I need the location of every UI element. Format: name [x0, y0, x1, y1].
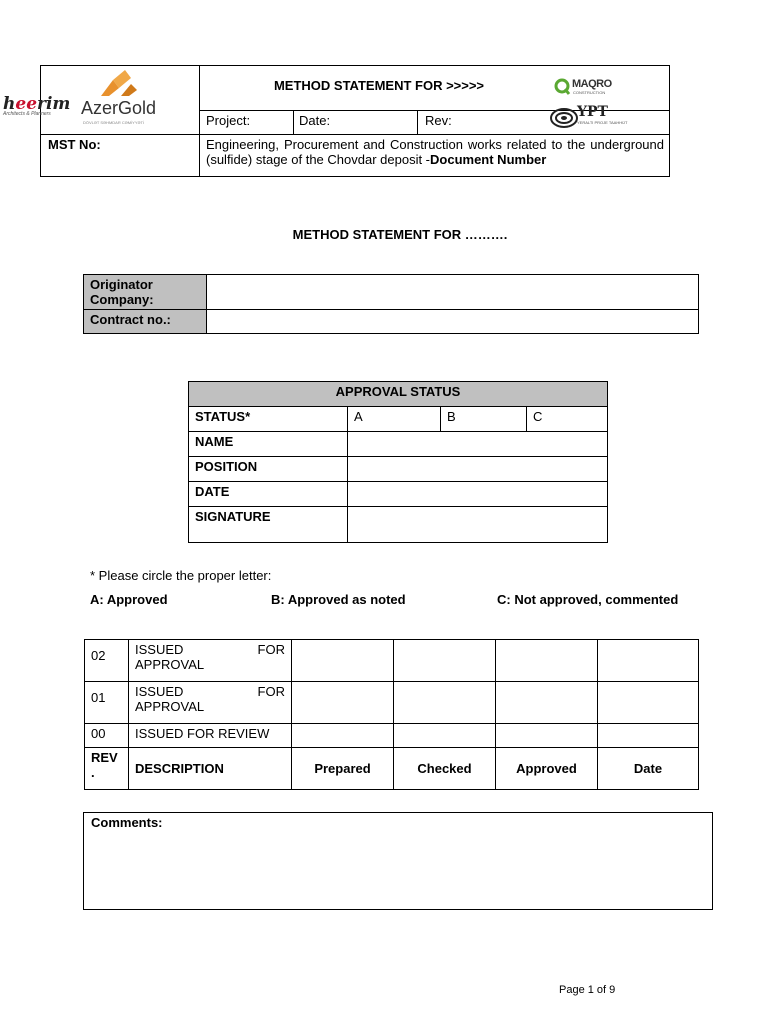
rev-description: ISSUED FOR REVIEW — [129, 724, 292, 748]
approval-signature-label: SIGNATURE — [189, 507, 348, 543]
ypt-logo-icon — [549, 106, 579, 130]
ypt-logo: YPT — [577, 104, 608, 120]
approval-position-field[interactable] — [348, 457, 608, 482]
table-row — [85, 682, 699, 724]
status-option-a[interactable]: A — [348, 407, 441, 432]
azergold-logo-subtitle: DÖVLƏT SƏHMDAR CƏMİYYƏTİ — [83, 120, 145, 125]
contract-number-label: Contract no.: — [84, 310, 207, 334]
document-header — [3, 65, 670, 177]
project-description: Engineering, Procurement and Construction works related to the underground (sulfide) stage of the Chovdar deposit -Document Number — [206, 137, 664, 167]
status-option-b[interactable]: B — [441, 407, 527, 432]
rev-date-cell[interactable] — [598, 640, 699, 682]
date-header: Date — [598, 748, 699, 790]
heerim-logo-subtitle: Architects & Planners — [3, 111, 51, 117]
originator-company-label: Originator Company: — [84, 275, 207, 310]
date-label: Date: — [299, 113, 331, 128]
approval-status-title: APPROVAL STATUS — [189, 382, 608, 407]
circle-note: * Please circle the proper letter: — [90, 568, 272, 583]
document-title: METHOD STATEMENT FOR ………. — [292, 227, 508, 242]
description-header: DESCRIPTION — [129, 748, 292, 790]
page-number: Page 1 of 9 — [559, 984, 616, 996]
project-label: Project: — [206, 113, 251, 128]
ypt-logo-subtitle: YERALTI PROJE TAAHHÜT — [577, 120, 628, 125]
rev-checked-cell[interactable] — [394, 682, 496, 724]
rev-prepared-cell[interactable] — [292, 724, 394, 748]
status-option-c[interactable]: C — [527, 407, 608, 432]
table-row — [85, 640, 699, 682]
rev-header: REV . — [85, 748, 129, 790]
legend-approved-as-noted: B: Approved as noted — [271, 592, 406, 607]
approval-status-table — [188, 381, 608, 543]
comments-label: Comments: — [91, 815, 163, 830]
legend-not-approved: C: Not approved, commented — [497, 592, 679, 607]
rev-checked-cell[interactable] — [394, 640, 496, 682]
rev-date-cell[interactable] — [598, 724, 699, 748]
contract-number-field[interactable] — [207, 310, 699, 334]
approval-name-field[interactable] — [348, 432, 608, 457]
table-row — [85, 724, 699, 748]
rev-date-cell[interactable] — [598, 682, 699, 724]
rev-description: ISSUED FOR APPROVAL — [129, 682, 292, 724]
maqro-logo: MAQRO — [572, 78, 612, 90]
revision-header-row — [85, 748, 699, 790]
originator-company-field[interactable] — [207, 275, 699, 310]
azergold-logo: AzerGold — [81, 98, 157, 118]
mst-number-label: MST No: — [48, 137, 101, 152]
approved-header: Approved — [496, 748, 598, 790]
rev-prepared-cell[interactable] — [292, 682, 394, 724]
rev-number: 02 — [85, 640, 129, 682]
rev-checked-cell[interactable] — [394, 724, 496, 748]
rev-prepared-cell[interactable] — [292, 640, 394, 682]
rev-approved-cell[interactable] — [496, 640, 598, 682]
legend-approved: A: Approved — [90, 592, 168, 607]
approval-name-label: NAME — [189, 432, 348, 457]
heerim-logo: heerim — [3, 94, 71, 114]
approval-position-label: POSITION — [189, 457, 348, 482]
approval-date-field[interactable] — [348, 482, 608, 507]
approval-signature-field[interactable] — [348, 507, 608, 543]
rev-description: ISSUED FOR APPROVAL — [129, 640, 292, 682]
rev-approved-cell[interactable] — [496, 682, 598, 724]
maqro-logo-subtitle: CONSTRUCTION — [573, 90, 606, 95]
rev-number: 00 — [85, 724, 129, 748]
comments-box[interactable] — [83, 812, 713, 910]
prepared-header: Prepared — [292, 748, 394, 790]
rev-number: 01 — [85, 682, 129, 724]
header-title: METHOD STATEMENT FOR >>>>> — [273, 78, 485, 93]
status-label: STATUS* — [189, 407, 348, 432]
revision-table — [84, 639, 699, 790]
checked-header: Checked — [394, 748, 496, 790]
approval-date-label: DATE — [189, 482, 348, 507]
azergold-logo-icon — [99, 68, 143, 98]
originator-table — [83, 274, 699, 334]
rev-label: Rev: — [425, 113, 452, 128]
rev-approved-cell[interactable] — [496, 724, 598, 748]
